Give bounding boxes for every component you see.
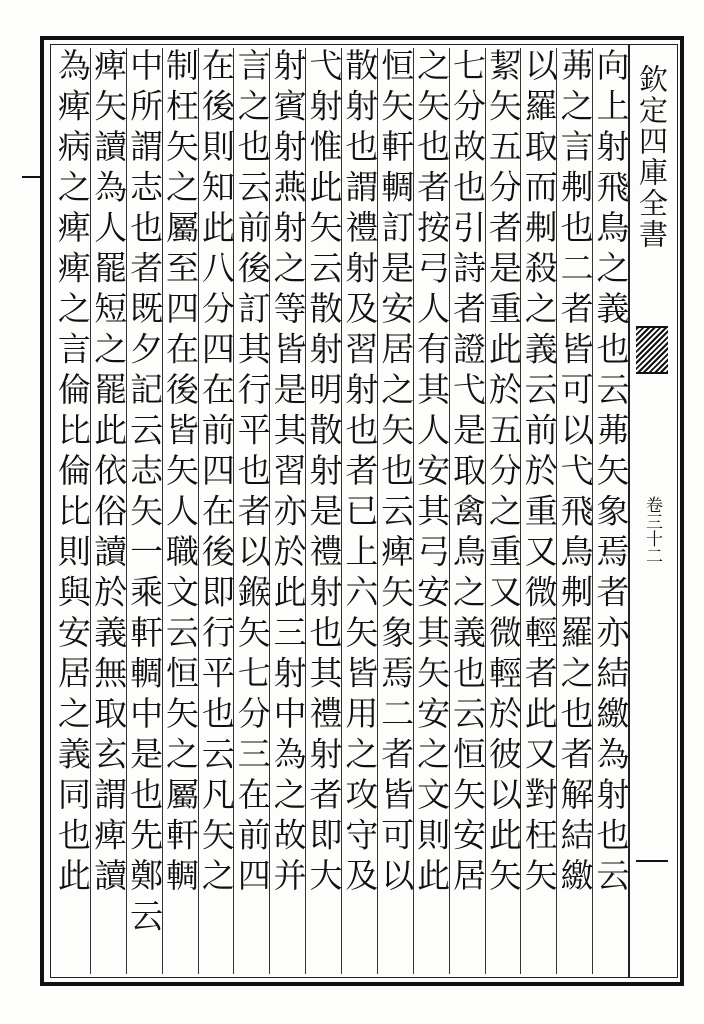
text-column-7: 恒矢軒輖訂是安居之矢也云痺矢象焉二者皆可以 [377,48,413,974]
text-column-9: 弋射惟此矢云散射明散射是禮射也其禮射者即大 [305,48,341,974]
folio-number [636,860,668,862]
text-column-4: 絜矢五分者是重此於五分之重又微輕於彼以此矢 [485,48,521,974]
text-column-12: 在後則知此八分四在前四在後即行平也云凡矢之 [198,48,234,974]
text-column-8: 散射也謂禮射及習射也者已上六矢皆用之攻守及 [341,48,377,974]
text-column-16: 為痺病之痺痺之言倫比倫比則與安居之義同也此 [52,48,92,899]
binding-mark [22,176,42,178]
text-column-5: 七分故也引詩者證弋是取禽鳥之義也云恒矢安居 [449,48,485,974]
text-column-3: 以羅取而刜殺之義云前於重又微輕者此又對枉矢 [520,48,556,974]
text-column-15: 痺矢讀為人罷短之罷此依俗讀於義無取玄謂痺讀 [90,48,126,974]
text-column-13: 制枉矢之屬至四在後皆矢人職文云恒矢之屬軒輖 [162,48,198,974]
text-column-1: 向上射飛鳥之義也云茀矢象焉者亦結繳為射也云 [592,48,628,974]
book-title: 欽定四庫全書 [635,64,669,250]
volume-number: 卷三十二 [642,496,662,564]
text-column-2: 茀之言刜也二者皆可以弋飛鳥刜羅之也者解結繳 [556,48,592,974]
text-column-10: 射賓射燕射之等皆是其習亦於此三射中為之故并 [269,48,305,974]
text-column-11: 言之也云前後訂其行平也者以鍭矢七分三在前四 [233,48,269,974]
center-gutter [628,44,672,978]
text-column-14: 中所謂志也者既夕記云志矢一乘軒輖中是也先鄭云 [126,48,162,974]
text-column-6: 之矢也者按弓人有其人安其弓安其矢安之文則此 [413,48,449,974]
fishtail-ornament-icon [636,326,668,374]
